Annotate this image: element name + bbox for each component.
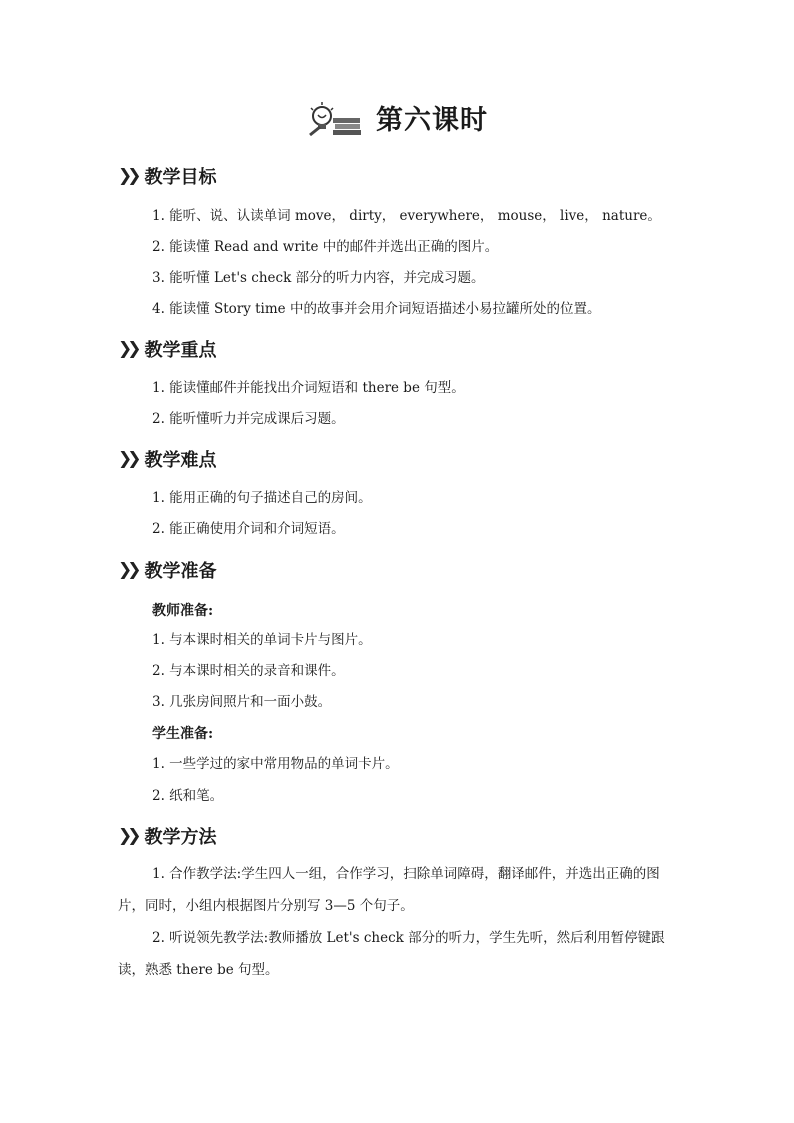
teacher-prep-label: 教师准备: [152, 603, 214, 619]
list-item: 1. 能用正确的句子描述自己的房间。 [152, 490, 372, 506]
section-heading-goals [118, 163, 217, 189]
section-heading-text: 教学重点 [144, 340, 217, 361]
list-item: 2. 能正确使用介词和介词短语。 [152, 521, 345, 537]
list-item: 1. 与本课时相关的单词卡片与图片。 [152, 632, 372, 648]
list-item: 1. 能听、说、认读单词 move， dirty， everywhere， mouse， live， nature。 [152, 208, 661, 224]
double-chevron-icon: ❯❯ [118, 449, 137, 469]
double-chevron-icon: ❯❯ [118, 166, 137, 186]
page-title: 第六课时 [376, 105, 488, 136]
list-item: 3. 几张房间照片和一面小鼓。 [152, 694, 332, 710]
list-item: 2. 纸和笔。 [152, 788, 224, 804]
section-heading-key-points [118, 336, 217, 362]
list-item: 2. 能听懂听力并完成课后习题。 [152, 411, 345, 427]
list-item: 2. 与本课时相关的录音和课件。 [152, 663, 345, 679]
double-chevron-icon: ❯❯ [118, 339, 137, 359]
title-block [0, 98, 794, 137]
student-prep-label: 学生准备: [152, 726, 214, 742]
section-heading-text: 教学目标 [144, 167, 217, 188]
double-chevron-icon: ❯❯ [118, 826, 137, 846]
list-item: 1. 一些学过的家中常用物品的单词卡片。 [152, 756, 399, 772]
section-heading-methods [118, 823, 217, 849]
section-heading-text: 教学准备 [144, 561, 217, 582]
list-item: 2. 能读懂 Read and write 中的邮件并选出正确的图片。 [152, 239, 499, 255]
list-item: 3. 能听懂 Let's check 部分的听力内容，并完成习题。 [152, 270, 485, 286]
section-heading-text: 教学难点 [144, 450, 217, 471]
method-paragraph: 2. 听说领先教学法:教师播放 Let's check 部分的听力，学生先听，然后利用暂停键跟读，熟悉 there be 句型。 [118, 930, 665, 978]
list-item: 1. 能读懂邮件并能找出介词短语和 there be 句型。 [152, 380, 465, 396]
section-heading-text: 教学方法 [144, 827, 217, 848]
lightbulb-books-icon [306, 99, 364, 137]
double-chevron-icon: ❯❯ [118, 560, 137, 580]
method-paragraph: 1. 合作教学法:学生四人一组，合作学习，扫除单词障碍，翻译邮件，并选出正确的图片，同时，小组内根据图片分别写 3—5 个句子。 [118, 866, 660, 914]
list-item: 4. 能读懂 Story time 中的故事并会用介词短语描述小易拉罐所处的位置。 [152, 301, 601, 317]
section-heading-preparation [118, 557, 217, 583]
section-heading-difficulties [118, 446, 217, 472]
